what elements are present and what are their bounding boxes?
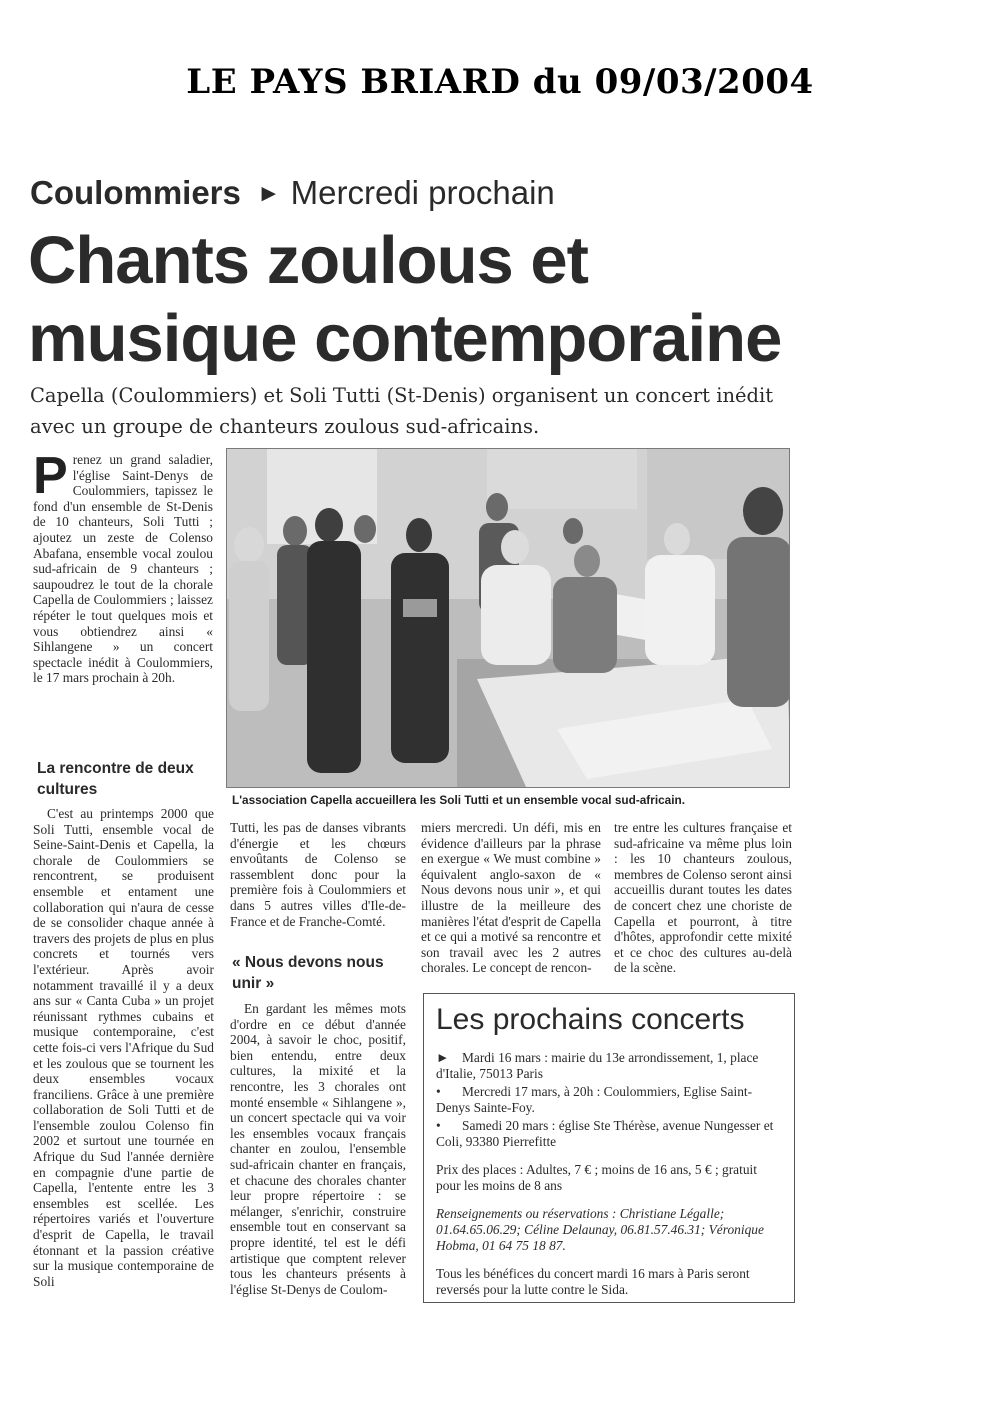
- kicker-place: Coulommiers: [30, 174, 241, 211]
- prices-text: : Adultes, 7 € ; moins de 16 ans, 5 € ; gratuit pour les moins de 8 ans: [436, 1162, 757, 1193]
- concerts-box-title: Les prochains concerts: [436, 1003, 745, 1036]
- photo-caption: L'association Capella accueillera les Soli Tutti et un ensemble vocal sud-africain.: [232, 793, 685, 807]
- prices-label: Prix des places: [436, 1162, 517, 1177]
- concert-item: [436, 1050, 784, 1082]
- column-3-text: miers mercredi. Un défi, mis en évidence d'ailleurs par la phrase en exergue « We must combine » équivalent anglo-saxon de « Nous devons nous unir », et qui illustre de la meilleure des manières l'état d'esprit de Capella et ce qui a motivé sa rencontre et son travail avec les 2 autres chorales. Le concept de rencon-: [421, 820, 601, 976]
- bullet-icon: •: [436, 1118, 441, 1133]
- intro-paragraph: [33, 447, 213, 686]
- concerts-box: [423, 993, 795, 1303]
- bullet-icon: •: [436, 1084, 441, 1099]
- choir-photo-illustration: [227, 449, 790, 788]
- benefits-note: Tous les bénéfices du concert mardi 16 mars à Paris seront reversés pour la lutte contre le Sida.: [436, 1266, 750, 1297]
- concert-item: [436, 1084, 784, 1116]
- concert-text: Mercredi 17 mars, à 20h : Coulommiers, Eglise Saint-Denys Sainte-Foy.: [436, 1084, 753, 1115]
- concert-text: Samedi 20 mars : église Ste Thérèse, avenue Nungesser et Coli, 93380 Pierrefitte: [436, 1118, 774, 1149]
- arrow-right-icon: ►: [256, 180, 281, 207]
- concert-text: Mardi 16 mars : mairie du 13e arrondissement, 1, place d'Italie, 75013 Paris: [436, 1050, 759, 1081]
- column-4-text: tre entre les cultures française et sud-africaine va même plus loin : les 10 chanteurs zoulous, membres de Colenso seront ainsi accueillis durant toutes les dates de concert chez une choriste de Capella et pourront, à titre d'hôtes, approfondir cette mixité et ce choc des cultures au-delà de la scène.: [614, 820, 792, 976]
- deck: Capella (Coulommiers) et Soli Tutti (St-Denis) organisent un concert inédit avec un groupe de chanteurs zoulous sud-africains.: [30, 384, 774, 438]
- drop-cap: P: [33, 447, 68, 505]
- kicker-when: Mercredi prochain: [290, 174, 555, 211]
- arrow-right-icon: ►: [436, 1050, 450, 1065]
- subhead-nous-devons: « Nous devons nous unir »: [232, 954, 384, 992]
- subhead-rencontre: La rencontre de deux cultures: [37, 760, 194, 798]
- masthead: LE PAYS BRIARD du 09/03/2004: [186, 62, 814, 102]
- kicker: [30, 174, 555, 212]
- reservations: Renseignements ou réservations : Christiane Légalle; 01.64.65.06.29; Céline Delaunay, 06.81.57.46.31; Véronique Hobma, 01 64 75 18 87.: [436, 1206, 764, 1253]
- column-1-text: C'est au printemps 2000 que Soli Tutti, ensemble vocal de Seine-Saint-Denis et Capella, la chorale de Coulommiers se rencontrent, se produisent ensemble et entament une collaboration qui n'aura de cesse de se consolider chaque année à travers des projets de plus en plus concrets et tournés vers l'extérieur. Après avoir notamment travaillé il y a deux ans sur « Canta Cuba » un projet réunissant rythmes cubains et musique contemporaine, c'est cette fois-ci vers l'Afrique du Sud et les zoulous que se tournent les deux ensembles vocaux franciliens. Grâce à une première collaboration de Soli Tutti et de l'ensemble zoulou Colenso fin 2002 et surtout une tournée en Afrique du Sud l'année dernière en compagnie d'une partie de Capella, l'entente entre les 3 ensembles est scellée. Les répertoires variés et l'ouverture d'esprit de Capella, le travail étonnant et la passion créative sur la musique contemporaine de Soli: [33, 806, 214, 1289]
- column-2b-text: En gardant les mêmes mots d'ordre en ce début d'année 2004, à savoir le choc, positif, bien entendu, entre deux cultures, la mixité et la rencontre, les 3 chorales ont monté ensemble « Sihlangene », un concert spectacle qui va voir les ensembles vocaux français chanter en zoulou, l'ensemble sud-africain chanter en français, et chacune des chorales chanter leur propre répertoire : se mélanger, s'enrichir, construire ensemble tout en conservant sa propre identité, tel est le défi artistique que comptent relever tous les chanteurs présents à l'église St-Denys de Coulom-: [230, 1001, 406, 1297]
- concert-item: [436, 1118, 784, 1150]
- headline: Chants zoulous et musique contemporaine: [28, 223, 782, 376]
- choir-photo: [226, 448, 790, 788]
- intro-text: renez un grand saladier, l'église Saint-Denys de Coulommiers, tapissez le fond d'un ensemble de St-Denis de 10 chanteurs, Soli Tutti ; ajoutez un zeste de Colenso Abafana, ensemble vocal zoulou sud-africain de 9 chanteurs ; saupoudrez le tout de la chorale Capella de Coulommiers ; laissez répéter le tout quelques mois et vous obtiendrez ainsi « Sihlangene » un concert spectacle inédit à Coulommiers, le 17 mars prochain à 20h.: [33, 452, 213, 686]
- column-2-text: Tutti, les pas de danses vibrants d'énergie et les chœurs envoûtants de Colenso se rassemblent donc pour la première fois à Coulommiers et dans 5 autres villes d'Ile-de-France et de Franche-Comté.: [230, 820, 406, 929]
- prices: [436, 1162, 784, 1194]
